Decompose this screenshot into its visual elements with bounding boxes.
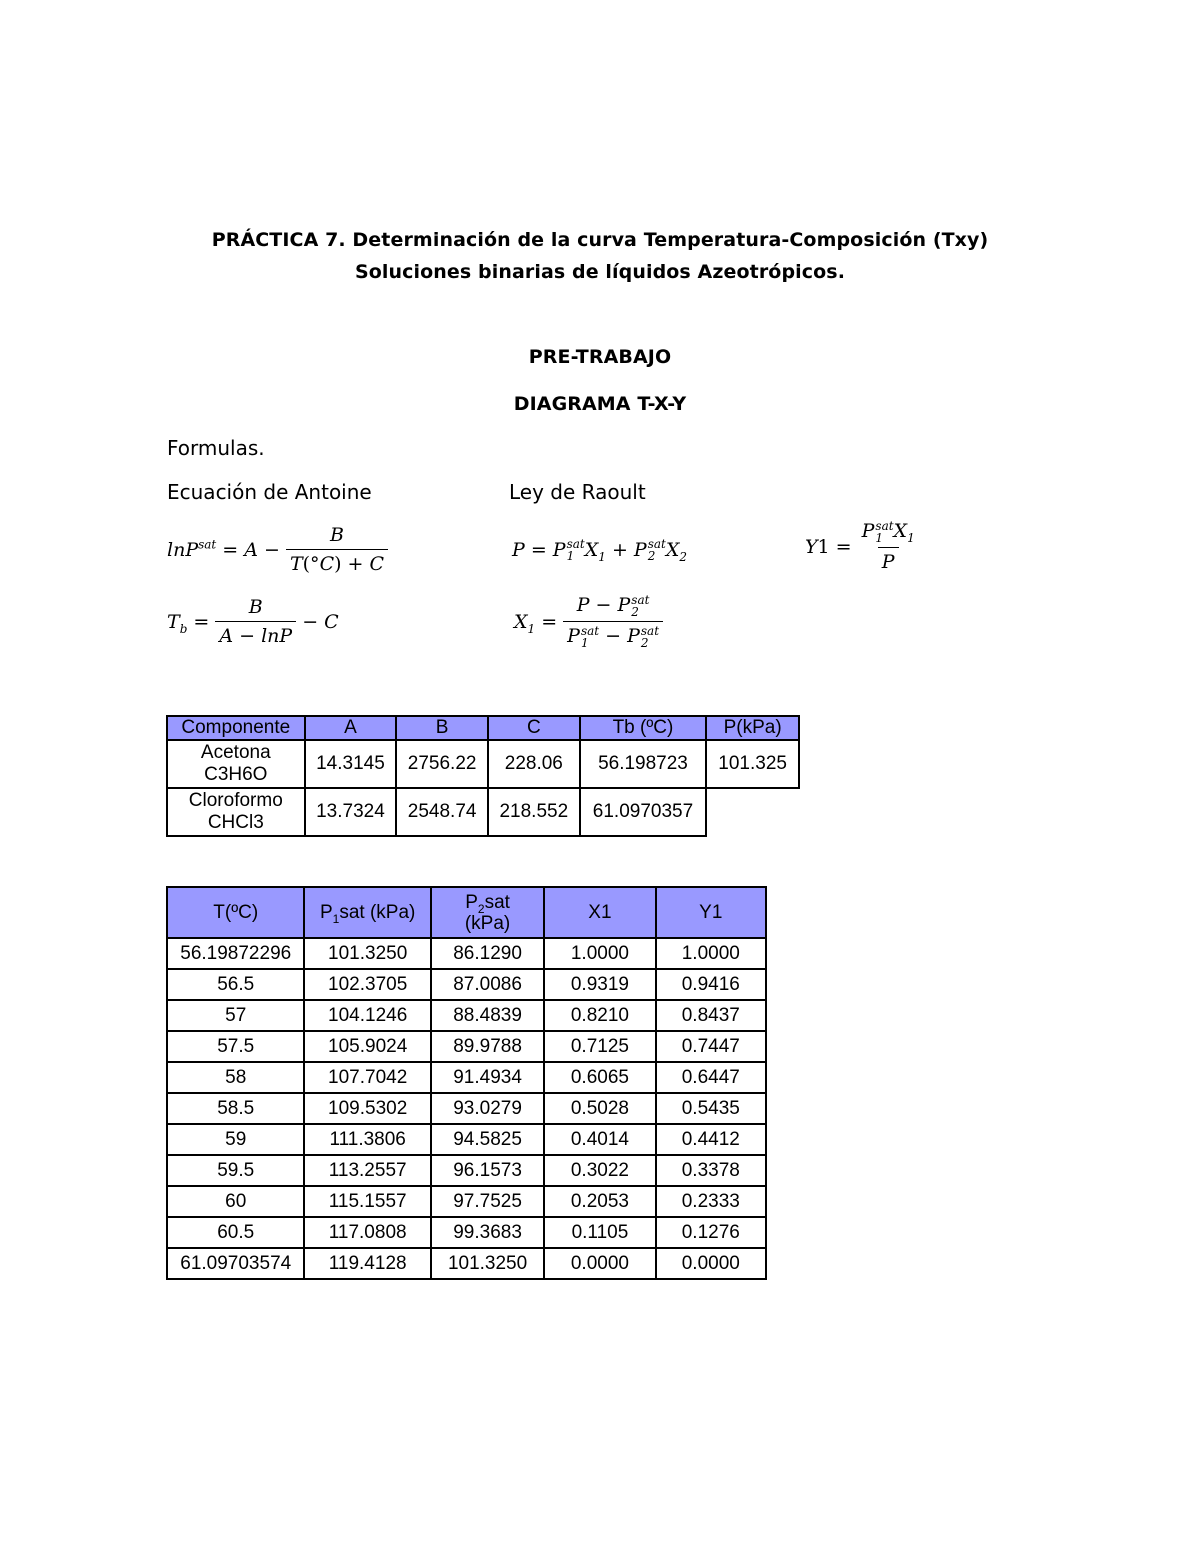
boiling-point-equation: $T_b$ = $\frac{B}{A - \ln P}$ − C	[167, 596, 339, 647]
header-p1sat	[304, 887, 430, 938]
cell-p1sat: 117.0808	[304, 1217, 430, 1248]
cell-y1: 0.1276	[656, 1217, 766, 1248]
raoult-label: Ley de Raoult	[509, 480, 646, 504]
cell-p1sat: 102.3705	[304, 969, 430, 1000]
header-b: B	[396, 716, 488, 740]
header-p2-sub: 2	[477, 901, 485, 916]
cell-temperature: 58.5	[167, 1093, 304, 1124]
table-header-row	[167, 716, 799, 740]
table-row	[167, 788, 799, 836]
cell-p2sat: 91.4934	[431, 1062, 544, 1093]
txy-table-body	[167, 938, 766, 1279]
cell-temperature: 59	[167, 1124, 304, 1155]
header-p1-sub: 1	[332, 911, 340, 926]
cell-c: 228.06	[488, 740, 580, 788]
cell-y1: 0.6447	[656, 1062, 766, 1093]
cell-p2sat: 94.5825	[431, 1124, 544, 1155]
table-row	[167, 1124, 766, 1155]
cell-p-empty	[706, 788, 799, 836]
table-row	[167, 1217, 766, 1248]
cell-x1: 1.0000	[544, 938, 655, 969]
cell-y1: 0.9416	[656, 969, 766, 1000]
y1-equation: Y 1 = P sat 1 $X_1$ P	[805, 519, 915, 573]
cell-c: 218.552	[488, 788, 580, 836]
cell-a: 14.3145	[305, 740, 397, 788]
header-componente: Componente	[167, 716, 305, 740]
cell-y1: 1.0000	[656, 938, 766, 969]
cell-temperature: 56.5	[167, 969, 304, 1000]
header-p2sat	[431, 887, 544, 938]
cell-temperature: 57	[167, 1000, 304, 1031]
header-p: P(kPa)	[706, 716, 799, 740]
cell-x1: 0.5028	[544, 1093, 655, 1124]
cell-p1sat: 105.9024	[304, 1031, 430, 1062]
cell-p2sat: 96.1573	[431, 1155, 544, 1186]
table-row	[167, 1186, 766, 1217]
cell-y1: 0.5435	[656, 1093, 766, 1124]
cell-p1sat: 109.5302	[304, 1093, 430, 1124]
formulas-label: Formulas.	[167, 436, 265, 460]
antoine-label: Ecuación de Antoine	[167, 480, 372, 504]
cell-p2sat: 87.0086	[431, 969, 544, 1000]
cell-a: 13.7324	[305, 788, 397, 836]
component-formula: C3H6O	[204, 764, 268, 785]
raoult-equation: P = P sat 1 $X_1$ + P sat 2 $X_2$	[512, 537, 688, 564]
header-a: A	[305, 716, 397, 740]
cell-x1: 0.0000	[544, 1248, 655, 1279]
cell-x1: 0.9319	[544, 969, 655, 1000]
table-row	[167, 1000, 766, 1031]
cell-x1: 0.1105	[544, 1217, 655, 1248]
cell-temperature: 58	[167, 1062, 304, 1093]
cell-b: 2548.74	[396, 788, 488, 836]
cell-tb: 61.0970357	[580, 788, 707, 836]
section-pre-trabajo: PRE-TRABAJO	[528, 346, 672, 368]
header-p2-unit: (kPa)	[464, 912, 511, 934]
header-x1: X1	[544, 887, 655, 938]
cell-p2sat: 99.3683	[431, 1217, 544, 1248]
cell-x1: 0.8210	[544, 1000, 655, 1031]
antoine-equation: lnP$^{sat}$ = A − $\frac{B}{T(^\circ C) + C}$	[167, 524, 394, 575]
cell-p1sat: 101.3250	[304, 938, 430, 969]
section-diagrama: DIAGRAMA T-X-Y	[513, 393, 687, 415]
cell-temperature: 61.09703574	[167, 1248, 304, 1279]
cell-temperature: 60	[167, 1186, 304, 1217]
cell-p2sat: 93.0279	[431, 1093, 544, 1124]
table-header-row	[167, 887, 766, 938]
header-p1-rest: sat (kPa)	[339, 902, 416, 923]
header-p1-letter: P	[319, 902, 333, 923]
cell-p2sat: 97.7525	[431, 1186, 544, 1217]
cell-x1: 0.3022	[544, 1155, 655, 1186]
component-name-line1: Acetona	[200, 742, 271, 763]
x1-equation: $X_1$ = P − P sat 2 P sat 1 − P sat 2	[514, 594, 669, 649]
table-row	[167, 1093, 766, 1124]
cell-temperature: 56.19872296	[167, 938, 304, 969]
cell-y1: 0.3378	[656, 1155, 766, 1186]
cell-p2sat: 101.3250	[431, 1248, 544, 1279]
cell-y1: 0.4412	[656, 1124, 766, 1155]
cell-p: 101.325	[706, 740, 799, 788]
table-row	[167, 740, 799, 788]
component-name-line1: Cloroformo	[188, 790, 283, 811]
cell-b: 2756.22	[396, 740, 488, 788]
cell-x1: 0.7125	[544, 1031, 655, 1062]
cell-temperature: 57.5	[167, 1031, 304, 1062]
header-c: C	[488, 716, 580, 740]
component-formula: CHCl3	[207, 812, 264, 833]
table-row	[167, 1031, 766, 1062]
header-p2-sat: sat	[484, 891, 510, 913]
header-tb: Tb (ºC)	[580, 716, 707, 740]
cell-y1: 0.7447	[656, 1031, 766, 1062]
component-name	[167, 788, 305, 836]
table-row	[167, 1062, 766, 1093]
cell-temperature: 60.5	[167, 1217, 304, 1248]
cell-x1: 0.6065	[544, 1062, 655, 1093]
cell-p2sat: 89.9788	[431, 1031, 544, 1062]
cell-tb: 56.198723	[580, 740, 707, 788]
cell-x1: 0.2053	[544, 1186, 655, 1217]
cell-p1sat: 115.1557	[304, 1186, 430, 1217]
header-p2-letter: P	[465, 891, 478, 913]
cell-p2sat: 88.4839	[431, 1000, 544, 1031]
cell-p1sat: 104.1246	[304, 1000, 430, 1031]
cell-p1sat: 111.3806	[304, 1124, 430, 1155]
header-y1: Y1	[656, 887, 766, 938]
cell-p1sat: 107.7042	[304, 1062, 430, 1093]
cell-y1: 0.2333	[656, 1186, 766, 1217]
title-line-1: PRÁCTICA 7. Determinación de la curva Temperatura-Composición (Txy)	[211, 229, 989, 251]
cell-p1sat: 113.2557	[304, 1155, 430, 1186]
antoine-constants-table	[166, 715, 800, 837]
table-row	[167, 969, 766, 1000]
cell-y1: 0.8437	[656, 1000, 766, 1031]
txy-table	[166, 886, 767, 1280]
table-row	[167, 1248, 766, 1279]
table-row	[167, 938, 766, 969]
header-temperature: T(ºC)	[167, 887, 304, 938]
cell-y1: 0.0000	[656, 1248, 766, 1279]
cell-x1: 0.4014	[544, 1124, 655, 1155]
cell-p2sat: 86.1290	[431, 938, 544, 969]
table-row	[167, 1155, 766, 1186]
component-name	[167, 740, 305, 788]
title-line-2: Soluciones binarias de líquidos Azeotrópicos.	[354, 261, 846, 283]
cell-temperature: 59.5	[167, 1155, 304, 1186]
cell-p1sat: 119.4128	[304, 1248, 430, 1279]
